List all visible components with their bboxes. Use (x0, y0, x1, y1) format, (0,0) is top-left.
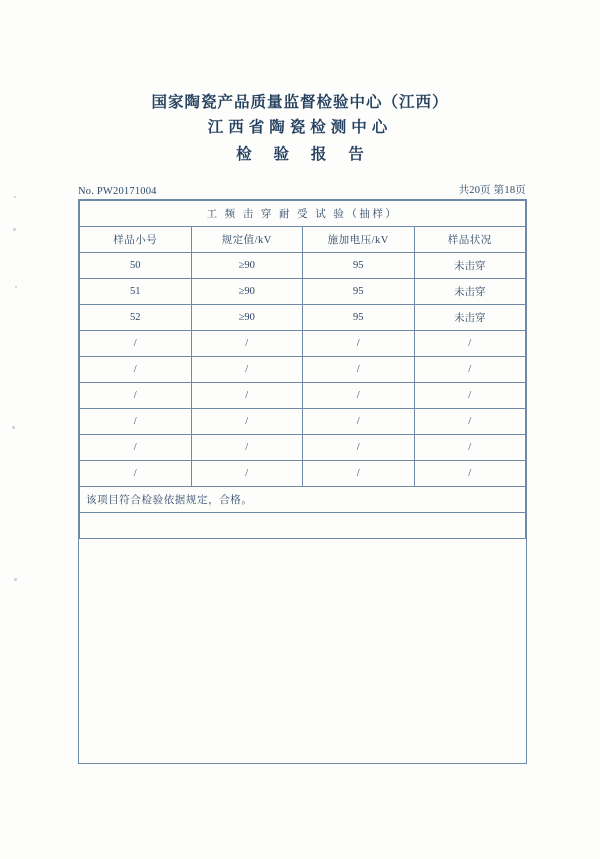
scan-speck (13, 228, 16, 231)
cell-applied-voltage: / (303, 331, 415, 357)
table-row (80, 279, 526, 305)
header-line-3: 检 验 报 告 (236, 146, 373, 163)
cell-applied-voltage: / (303, 383, 415, 409)
column-header-sample-condition: 样品状况 (414, 227, 526, 253)
cell-specified-value: ≥90 (191, 305, 303, 331)
table-row (80, 409, 526, 435)
scan-speck (14, 196, 16, 198)
table-row (80, 253, 526, 279)
cell-sample-no: / (80, 383, 192, 409)
conclusion-note: 该项目符合检验依据规定，合格。 (80, 487, 526, 513)
cell-sample-condition: 未击穿 (414, 305, 526, 331)
header-line-2: 江西省陶瓷检测中心 (207, 119, 393, 136)
cell-sample-no: / (80, 435, 192, 461)
cell-applied-voltage: 95 (303, 253, 415, 279)
report-meta (78, 182, 526, 197)
cell-applied-voltage: / (303, 357, 415, 383)
table-row (80, 461, 526, 487)
cell-specified-value: / (191, 357, 303, 383)
column-header-applied-voltage: 施加电压/kV (303, 227, 415, 253)
column-header-sample-no: 样品小号 (80, 227, 192, 253)
cell-specified-value: / (191, 383, 303, 409)
cell-applied-voltage: / (303, 435, 415, 461)
cell-applied-voltage: / (303, 409, 415, 435)
cell-applied-voltage: 95 (303, 305, 415, 331)
cell-specified-value: / (191, 435, 303, 461)
cell-sample-condition: / (414, 435, 526, 461)
cell-sample-condition: / (414, 461, 526, 487)
scan-speck (14, 578, 17, 581)
table-row (80, 383, 526, 409)
cell-sample-condition: / (414, 383, 526, 409)
cell-sample-condition: / (414, 409, 526, 435)
cell-sample-no: / (80, 461, 192, 487)
cell-specified-value: ≥90 (191, 279, 303, 305)
cell-specified-value: / (191, 409, 303, 435)
section-title: 工 频 击 穿 耐 受 试 验（抽样） (80, 201, 526, 227)
cell-sample-no: / (80, 357, 192, 383)
cell-sample-no: / (80, 409, 192, 435)
cell-applied-voltage: / (303, 461, 415, 487)
table-row (80, 305, 526, 331)
cell-sample-no: 51 (80, 279, 192, 305)
cell-specified-value: ≥90 (191, 253, 303, 279)
cell-sample-condition: 未击穿 (414, 253, 526, 279)
scan-speck (15, 286, 17, 288)
cell-sample-no: 52 (80, 305, 192, 331)
table-row (80, 435, 526, 461)
cell-sample-condition: / (414, 357, 526, 383)
table-header-row (80, 227, 526, 253)
cell-specified-value: / (191, 331, 303, 357)
cell-sample-no: 50 (80, 253, 192, 279)
document-header (0, 92, 600, 167)
cell-sample-no: / (80, 331, 192, 357)
report-table (79, 200, 526, 539)
page-number: 共20页 第18页 (458, 185, 526, 196)
column-header-specified-value: 规定值/kV (191, 227, 303, 253)
table-note-row (80, 487, 526, 513)
blank-area (80, 513, 526, 539)
report-number: No. PW20171004 (78, 186, 157, 197)
table-row (80, 357, 526, 383)
table-blank-row (80, 513, 526, 539)
cell-applied-voltage: 95 (303, 279, 415, 305)
cell-sample-condition: 未击穿 (414, 279, 526, 305)
table-section-title-row (80, 201, 526, 227)
cell-sample-condition: / (414, 331, 526, 357)
scan-speck (12, 426, 15, 429)
cell-specified-value: / (191, 461, 303, 487)
table-row (80, 331, 526, 357)
report-table-container (78, 199, 527, 764)
header-line-1: 国家陶瓷产品质量监督检验中心（江西） (151, 94, 449, 111)
